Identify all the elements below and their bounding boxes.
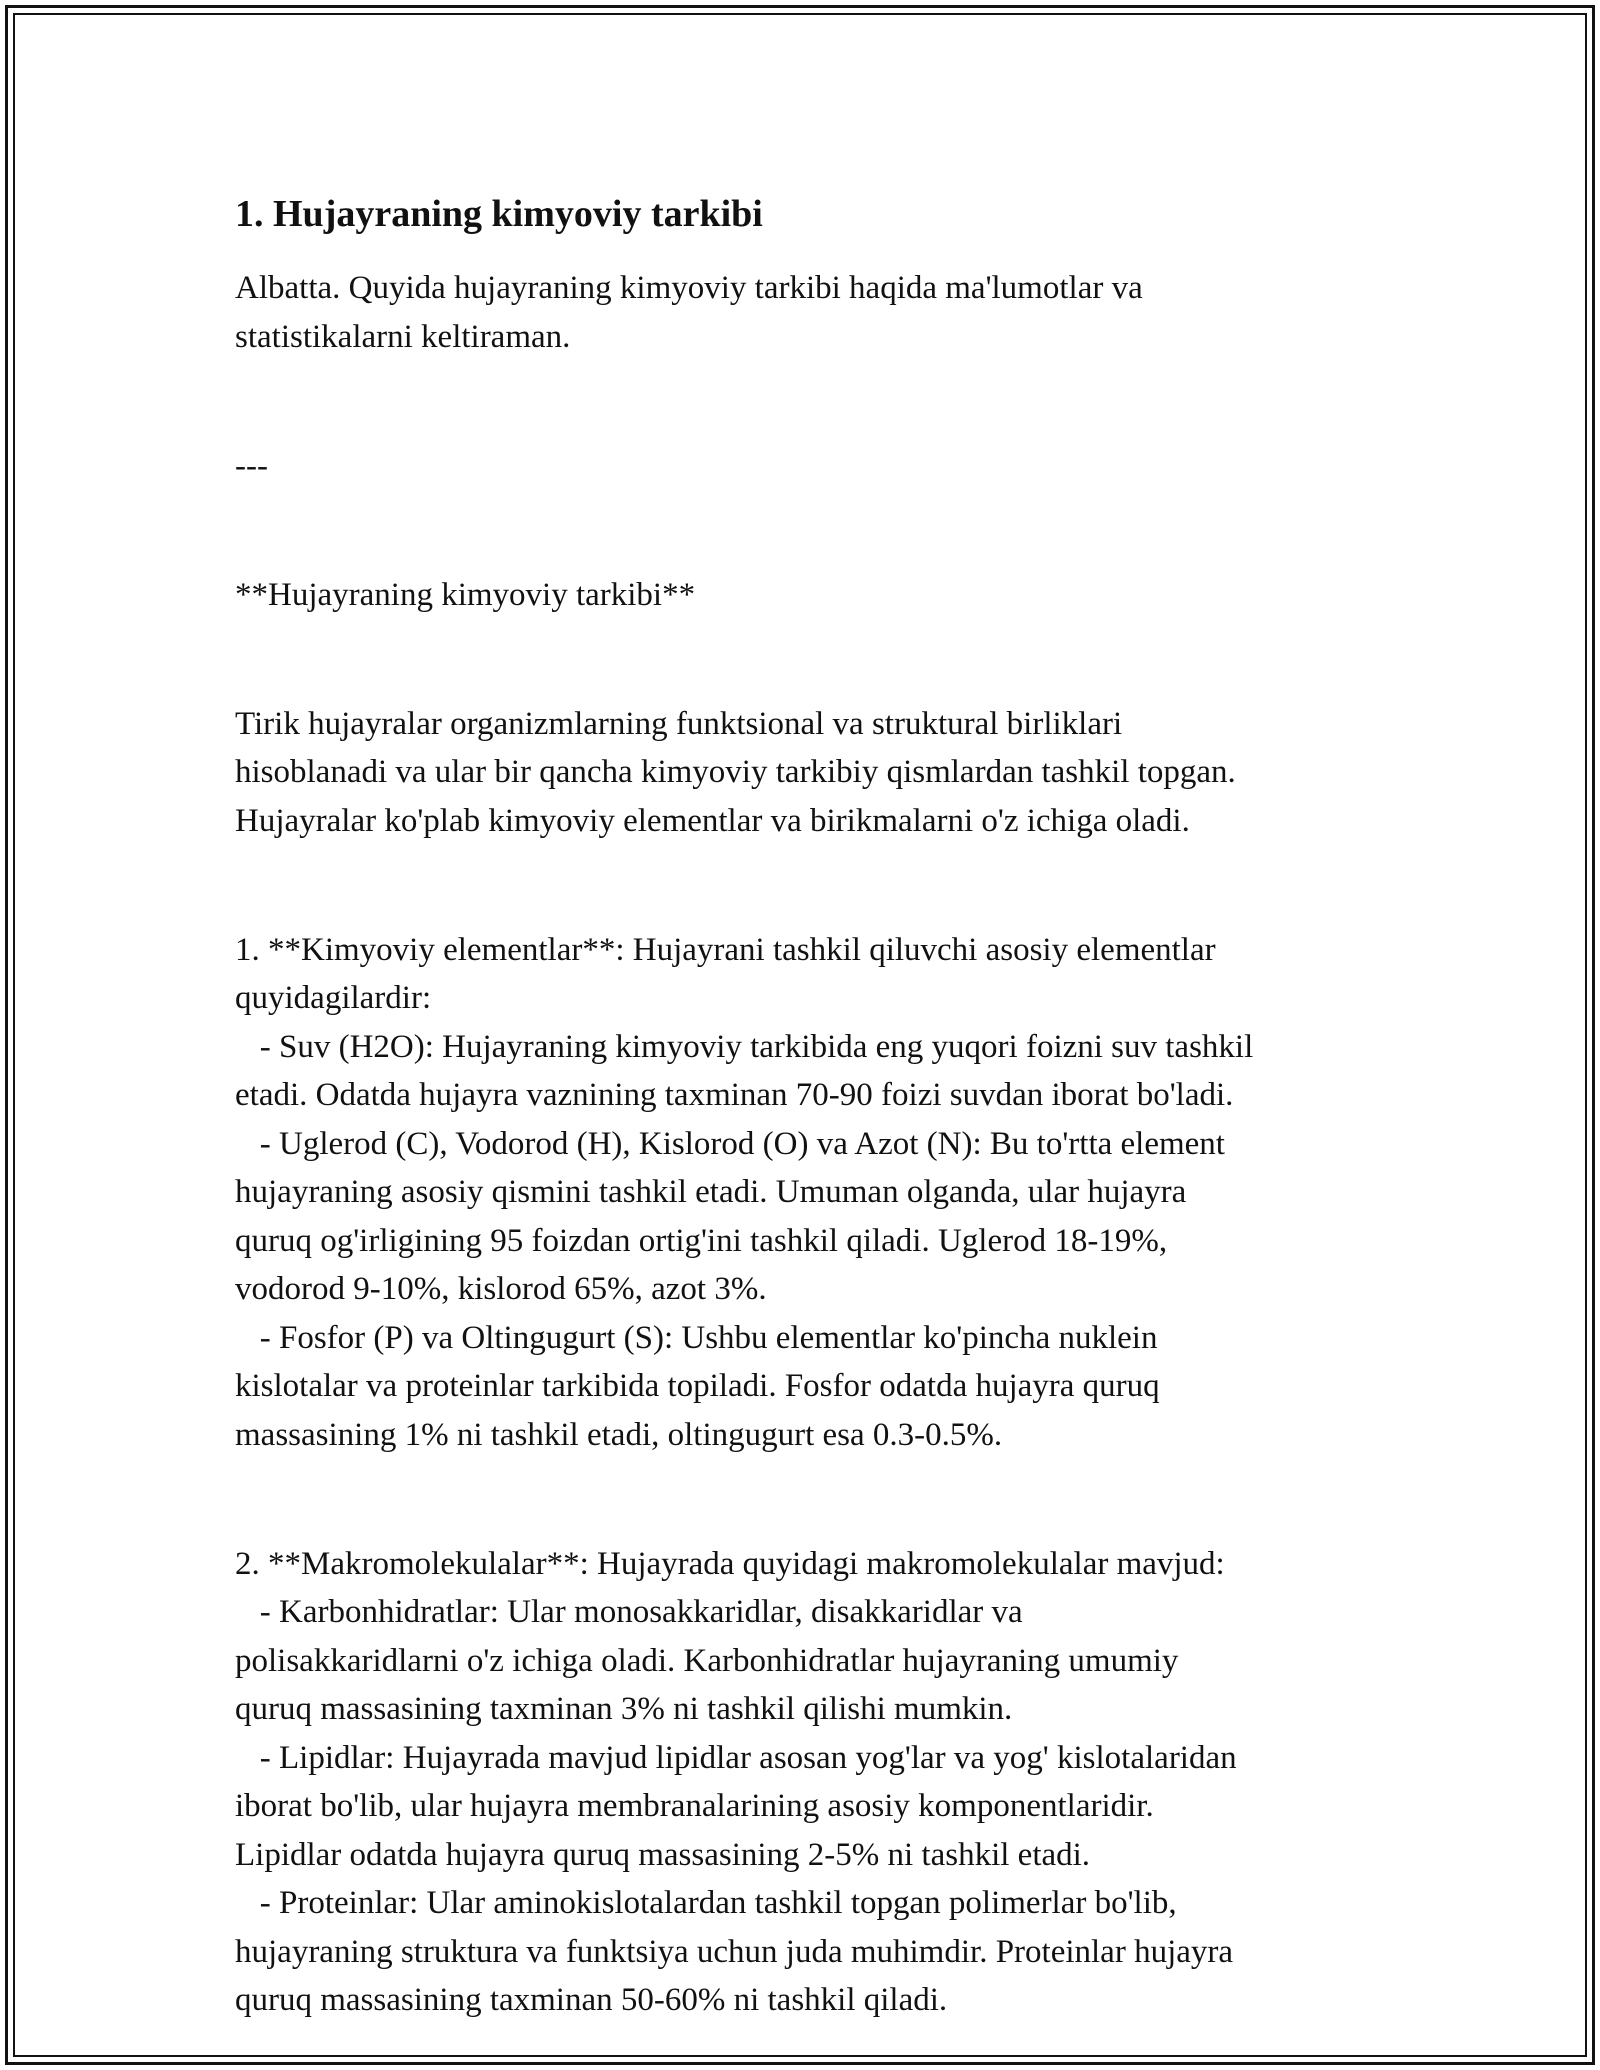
blank-line	[235, 861, 1385, 910]
text-line: Hujayralar ko'plab kimyoviy elementlar va birikmalarni o'z ichiga oladi.	[235, 802, 1190, 839]
text-line: quruq massasining taxminan 3% ni tashkil qilishi mumkin.	[235, 1691, 1013, 1727]
text-block	[235, 264, 1385, 2025]
text-line: - Proteinlar: Ular aminokislotalardan tashkil topgan polimerlar bo'lib,	[235, 1885, 1177, 1921]
text-line: **Hujayraning kimyoviy tarkibi**	[235, 576, 696, 613]
blank-line	[235, 506, 1385, 555]
text-line: - Fosfor (P) va Oltingugurt (S): Ushbu elementlar ko'pincha nuklein	[235, 1319, 1158, 1356]
text-line: hisoblanadi va ular bir qancha kimyoviy tarkibiy qismlardan tashkil topgan.	[235, 754, 1236, 790]
text-line: 1. **Kimyoviy elementlar**: Hujayrani tashkil qiluvchi asosiy elementlar	[235, 931, 1216, 968]
document-body	[235, 186, 1385, 2025]
text-line: quyidagilardir:	[235, 980, 432, 1016]
blank-line	[235, 1475, 1385, 1524]
text-line: kislotalar va proteinlar tarkibida topiladi. Fosfor odatda hujayra quruq	[235, 1368, 1160, 1404]
text-line: quruq og'irligining 95 foizdan ortig'ini tashkil qiladi. Uglerod 18-19%,	[235, 1222, 1168, 1259]
text-line: Albatta. Quyida hujayraning kimyoviy tarkibi haqida ma'lumotlar va	[235, 270, 1143, 306]
text-line: - Lipidlar: Hujayrada mavjud lipidlar asosan yog'lar va yog' kislotalaridan	[235, 1739, 1237, 1776]
text-line: Tirik hujayralar organizmlarning funktsional va struktural birliklari	[235, 705, 1123, 742]
text-line: ---	[235, 447, 268, 484]
text-line: 2. **Makromolekulalar**: Hujayrada quyidagi makromolekulalar mavjud:	[235, 1545, 1225, 1582]
text-line: - Karbonhidratlar: Ular monosakkaridlar, disakkaridlar va	[235, 1594, 1023, 1630]
text-line: quruq massasining taxminan 50-60% ni tashkil qiladi.	[235, 1982, 948, 2018]
text-line: hujayraning asosiy qismini tashkil etadi. Umuman olganda, ular hujayra	[235, 1174, 1187, 1210]
text-line: iborat bo'lib, ular hujayra membranalarining asosiy komponentlaridir.	[235, 1788, 1154, 1824]
text-line: - Uglerod (C), Vodorod (H), Kislorod (O) va Azot (N): Bu to'rtta element	[235, 1125, 1225, 1162]
text-line: hujayraning struktura va funktsiya uchun juda muhimdir. Proteinlar hujayra	[235, 1933, 1234, 1970]
text-line: - Suv (H2O): Hujayraning kimyoviy tarkibida eng yuqori foizni suv tashkil	[235, 1028, 1254, 1065]
text-line: polisakkaridlarni o'z ichiga oladi. Karbonhidratlar hujayraning umumiy	[235, 1642, 1179, 1679]
blank-line	[235, 635, 1385, 684]
section-heading: 1. Hujayraning kimyoviy tarkibi	[235, 193, 763, 235]
text-line: etadi. Odatda hujayra vaznining taxminan 70-90 foizi suvdan iborat bo'ladi.	[235, 1077, 1234, 1113]
text-line: Lipidlar odatda hujayra quruq massasining 2-5% ni tashkil etadi.	[235, 1836, 1091, 1873]
text-line: vodorod 9-10%, kislorod 65%, azot 3%.	[235, 1271, 767, 1307]
text-line: massasining 1% ni tashkil etadi, oltingugurt esa 0.3-0.5%.	[235, 1416, 1003, 1453]
text-line: statistikalarni keltiraman.	[235, 318, 571, 355]
blank-line	[235, 377, 1385, 426]
